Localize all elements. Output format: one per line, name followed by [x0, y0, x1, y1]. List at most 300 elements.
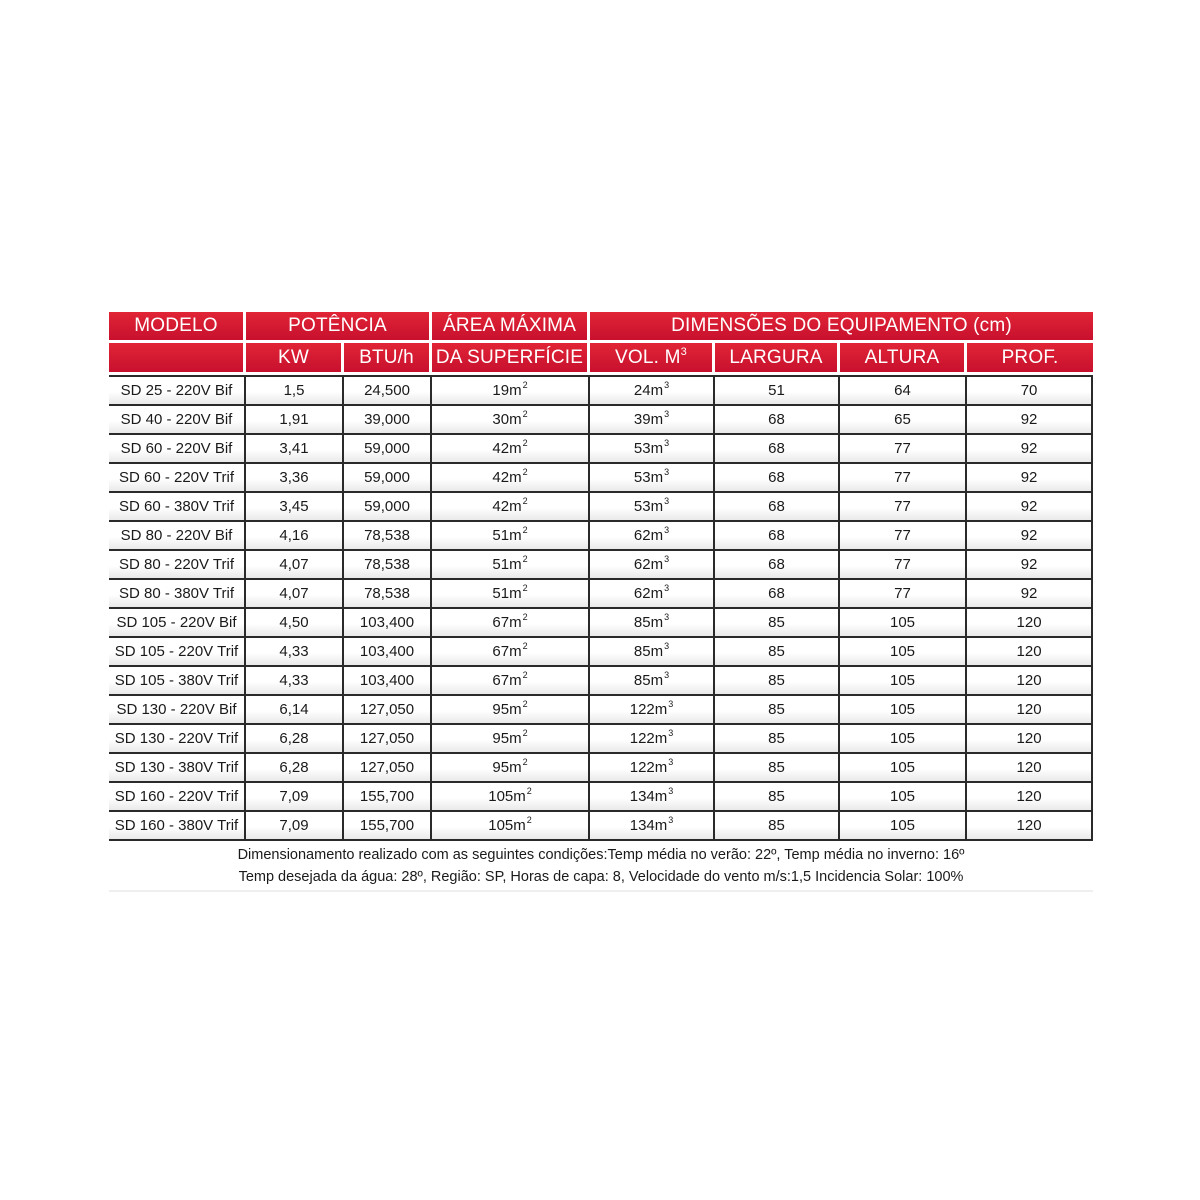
- cell-kw: [246, 551, 344, 580]
- cell-area-superscript: 2: [526, 815, 532, 825]
- table-row: [109, 696, 1093, 725]
- cell-prof-value: 92: [1020, 585, 1038, 602]
- cell-btu-value: 103,400: [359, 643, 415, 660]
- cell-kw: [246, 696, 344, 725]
- cell-area-value: 30m: [492, 411, 522, 428]
- cell-vol-value: 122m: [629, 730, 668, 747]
- cell-altura-value: 105: [890, 759, 916, 776]
- cell-area-value: 42m: [492, 469, 522, 486]
- cell-altura: [840, 638, 967, 667]
- cell-prof-value: 120: [1016, 643, 1042, 660]
- cell-vol-superscript: 3: [668, 728, 674, 738]
- cell-vol-value: 85m: [633, 672, 664, 689]
- cell-prof-value: 120: [1016, 788, 1042, 805]
- cell-kw-value: 3,45: [279, 498, 309, 515]
- cell-prof-value: 92: [1020, 440, 1038, 457]
- cell-kw-value: 4,33: [279, 643, 309, 660]
- cell-modelo-value: SD 60 - 220V Trif: [118, 469, 235, 486]
- cell-area-value: 67m: [492, 643, 522, 660]
- cell-prof: [967, 754, 1093, 783]
- cell-prof: [967, 696, 1093, 725]
- header-area-maxima: ÁREA MÁXIMA: [432, 312, 590, 343]
- cell-btu-value: 78,538: [364, 585, 410, 602]
- cell-prof-value: 92: [1020, 498, 1038, 515]
- cell-kw-value: 4,16: [279, 527, 309, 544]
- cell-prof: [967, 725, 1093, 754]
- cell-kw: [246, 493, 344, 522]
- cell-modelo-value: SD 130 - 380V Trif: [114, 759, 239, 776]
- cell-prof: [967, 609, 1093, 638]
- cell-vol-superscript: 3: [668, 815, 674, 825]
- cell-btu: [344, 812, 432, 841]
- cell-altura-value: 77: [894, 469, 911, 486]
- cell-kw-value: 4,07: [279, 556, 309, 573]
- cell-modelo-value: SD 80 - 220V Trif: [118, 556, 235, 573]
- cell-vol: [590, 435, 715, 464]
- table-row: [109, 375, 1093, 406]
- cell-area-value: 42m: [492, 498, 522, 515]
- cell-area-superscript: 2: [522, 612, 528, 622]
- cell-area-value: 51m: [492, 585, 522, 602]
- cell-kw: [246, 406, 344, 435]
- cell-area-value: 95m: [492, 759, 522, 776]
- cell-kw-value: 7,09: [279, 817, 309, 834]
- cell-modelo-value: SD 105 - 220V Bif: [116, 614, 237, 631]
- cell-area: [432, 638, 590, 667]
- cell-largura-value: 51: [768, 382, 785, 399]
- cell-kw: [246, 812, 344, 841]
- cell-largura: [715, 435, 840, 464]
- cell-area-value: 95m: [492, 701, 522, 718]
- cell-altura-value: 105: [890, 643, 916, 660]
- table-row: [109, 725, 1093, 754]
- cell-altura: [840, 609, 967, 638]
- cell-prof: [967, 580, 1093, 609]
- cell-vol: [590, 493, 715, 522]
- cell-btu: [344, 406, 432, 435]
- cell-vol: [590, 667, 715, 696]
- cell-largura: [715, 696, 840, 725]
- cell-btu-value: 127,050: [359, 701, 415, 718]
- cell-vol: [590, 783, 715, 812]
- cell-area-superscript: 2: [522, 525, 528, 535]
- cell-modelo-value: SD 80 - 220V Bif: [120, 527, 233, 544]
- cell-modelo-value: SD 60 - 380V Trif: [118, 498, 235, 515]
- cell-area: [432, 725, 590, 754]
- cell-kw-value: 3,36: [279, 469, 309, 486]
- cell-modelo-value: SD 60 - 220V Bif: [120, 440, 233, 457]
- cell-prof-value: 70: [1020, 382, 1038, 399]
- cell-area-superscript: 2: [526, 786, 532, 796]
- cell-modelo-value: SD 160 - 380V Trif: [114, 817, 239, 834]
- cell-altura-value: 77: [894, 585, 911, 602]
- cell-prof: [967, 406, 1093, 435]
- cell-kw-value: 7,09: [279, 788, 309, 805]
- table-row: [109, 406, 1093, 435]
- equipment-spec-table: [109, 312, 1093, 841]
- footnote: [109, 844, 1093, 892]
- cell-largura: [715, 551, 840, 580]
- cell-vol: [590, 754, 715, 783]
- cell-largura: [715, 725, 840, 754]
- cell-largura: [715, 783, 840, 812]
- cell-altura: [840, 580, 967, 609]
- table-row: [109, 783, 1093, 812]
- cell-altura: [840, 812, 967, 841]
- cell-modelo-value: SD 130 - 220V Bif: [116, 701, 237, 718]
- cell-prof-value: 92: [1020, 527, 1038, 544]
- cell-area-value: 105m: [488, 788, 526, 805]
- table-row: [109, 638, 1093, 667]
- cell-btu-value: 59,000: [364, 469, 410, 486]
- cell-prof: [967, 464, 1093, 493]
- table-row: [109, 812, 1093, 841]
- cell-vol-value: 53m: [633, 469, 664, 486]
- cell-modelo: [109, 580, 246, 609]
- cell-area-superscript: 2: [522, 670, 528, 680]
- cell-vol: [590, 551, 715, 580]
- cell-kw: [246, 783, 344, 812]
- cell-modelo: [109, 667, 246, 696]
- cell-vol: [590, 638, 715, 667]
- cell-altura: [840, 696, 967, 725]
- cell-modelo: [109, 406, 246, 435]
- cell-area: [432, 435, 590, 464]
- cell-area: [432, 493, 590, 522]
- cell-vol-value: 122m: [629, 759, 668, 776]
- cell-altura: [840, 522, 967, 551]
- cell-prof: [967, 375, 1093, 406]
- cell-vol-value: 62m: [633, 527, 664, 544]
- header-vol-label: VOL. M: [615, 346, 681, 368]
- cell-btu-value: 59,000: [364, 498, 410, 515]
- cell-altura: [840, 464, 967, 493]
- header-modelo: MODELO: [109, 312, 246, 343]
- cell-vol-value: 62m: [633, 556, 664, 573]
- cell-altura-value: 77: [894, 498, 911, 515]
- cell-area: [432, 375, 590, 406]
- cell-btu: [344, 754, 432, 783]
- cell-vol-value: 122m: [629, 701, 668, 718]
- table-row: [109, 580, 1093, 609]
- cell-modelo: [109, 464, 246, 493]
- cell-altura: [840, 783, 967, 812]
- cell-kw: [246, 435, 344, 464]
- cell-kw: [246, 522, 344, 551]
- cell-vol: [590, 696, 715, 725]
- cell-modelo-value: SD 105 - 380V Trif: [114, 672, 239, 689]
- cell-vol-value: 39m: [633, 411, 664, 428]
- header-vol-superscript: 3: [680, 345, 687, 358]
- cell-area-superscript: 2: [522, 438, 528, 448]
- cell-largura-value: 68: [768, 498, 785, 515]
- cell-altura: [840, 667, 967, 696]
- cell-prof: [967, 493, 1093, 522]
- cell-largura-value: 68: [768, 469, 785, 486]
- cell-altura-value: 105: [890, 614, 916, 631]
- cell-area-value: 51m: [492, 556, 522, 573]
- cell-vol: [590, 725, 715, 754]
- cell-largura-value: 85: [768, 788, 785, 805]
- cell-largura-value: 85: [768, 701, 785, 718]
- cell-prof-value: 120: [1016, 730, 1042, 747]
- cell-area-value: 67m: [492, 614, 522, 631]
- cell-vol-superscript: 3: [664, 496, 670, 506]
- cell-vol-superscript: 3: [668, 699, 674, 709]
- cell-area-value: 19m: [492, 382, 522, 399]
- cell-modelo-value: SD 80 - 380V Trif: [118, 585, 235, 602]
- cell-area: [432, 522, 590, 551]
- cell-vol-superscript: 3: [664, 525, 670, 535]
- cell-altura-value: 77: [894, 556, 911, 573]
- cell-altura-value: 77: [894, 440, 911, 457]
- cell-btu-value: 127,050: [359, 759, 415, 776]
- cell-largura: [715, 406, 840, 435]
- cell-altura-value: 77: [894, 527, 911, 544]
- cell-vol: [590, 464, 715, 493]
- cell-vol-value: 85m: [633, 643, 664, 660]
- cell-area-superscript: 2: [522, 380, 528, 390]
- cell-altura-value: 105: [890, 788, 916, 805]
- cell-largura-value: 85: [768, 614, 785, 631]
- cell-area-value: 105m: [488, 817, 526, 834]
- cell-btu-value: 155,700: [359, 817, 415, 834]
- cell-btu: [344, 667, 432, 696]
- cell-vol-superscript: 3: [664, 554, 670, 564]
- cell-prof-value: 120: [1016, 701, 1042, 718]
- cell-vol: [590, 580, 715, 609]
- cell-vol: [590, 522, 715, 551]
- cell-vol-value: 62m: [633, 585, 664, 602]
- cell-btu: [344, 493, 432, 522]
- cell-largura: [715, 580, 840, 609]
- cell-kw-value: 3,41: [279, 440, 309, 457]
- cell-largura-value: 85: [768, 643, 785, 660]
- cell-prof-value: 92: [1020, 411, 1038, 428]
- cell-altura: [840, 493, 967, 522]
- cell-vol-superscript: 3: [664, 380, 670, 390]
- header-prof: PROF.: [967, 343, 1093, 375]
- cell-area-superscript: 2: [522, 728, 528, 738]
- cell-modelo-value: SD 25 - 220V Bif: [120, 382, 233, 399]
- cell-area-superscript: 2: [522, 757, 528, 767]
- cell-prof-value: 120: [1016, 672, 1042, 689]
- cell-area-value: 95m: [492, 730, 522, 747]
- cell-btu-value: 103,400: [359, 672, 415, 689]
- cell-kw-value: 4,50: [279, 614, 309, 631]
- cell-btu-value: 59,000: [364, 440, 410, 457]
- cell-prof: [967, 522, 1093, 551]
- cell-area-superscript: 2: [522, 554, 528, 564]
- cell-modelo: [109, 754, 246, 783]
- cell-area-superscript: 2: [522, 583, 528, 593]
- cell-area-superscript: 2: [522, 641, 528, 651]
- cell-prof: [967, 638, 1093, 667]
- cell-vol-superscript: 3: [664, 467, 670, 477]
- table-row: [109, 522, 1093, 551]
- cell-altura: [840, 754, 967, 783]
- cell-vol-superscript: 3: [668, 757, 674, 767]
- cell-vol-superscript: 3: [664, 438, 670, 448]
- cell-modelo-value: SD 40 - 220V Bif: [120, 411, 233, 428]
- cell-area: [432, 609, 590, 638]
- cell-btu: [344, 638, 432, 667]
- cell-btu-value: 24,500: [364, 382, 410, 399]
- table-header: [109, 312, 1093, 375]
- cell-kw: [246, 464, 344, 493]
- cell-altura-value: 105: [890, 730, 916, 747]
- cell-area: [432, 406, 590, 435]
- cell-modelo: [109, 638, 246, 667]
- header-altura: ALTURA: [840, 343, 967, 375]
- cell-largura-value: 68: [768, 585, 785, 602]
- cell-vol: [590, 375, 715, 406]
- header-da-superficie: DA SUPERFÍCIE: [432, 343, 590, 375]
- cell-modelo: [109, 493, 246, 522]
- header-dimensoes: DIMENSÕES DO EQUIPAMENTO (cm): [590, 312, 1093, 343]
- cell-kw: [246, 609, 344, 638]
- cell-altura: [840, 375, 967, 406]
- cell-prof: [967, 812, 1093, 841]
- cell-kw: [246, 667, 344, 696]
- table-row: [109, 435, 1093, 464]
- cell-modelo: [109, 435, 246, 464]
- cell-btu: [344, 783, 432, 812]
- cell-btu: [344, 696, 432, 725]
- cell-altura-value: 105: [890, 701, 916, 718]
- cell-largura: [715, 754, 840, 783]
- cell-area: [432, 667, 590, 696]
- cell-altura-value: 105: [890, 672, 916, 689]
- cell-vol-superscript: 3: [668, 786, 674, 796]
- cell-modelo: [109, 783, 246, 812]
- cell-vol-value: 24m: [633, 382, 664, 399]
- cell-prof: [967, 435, 1093, 464]
- cell-btu: [344, 435, 432, 464]
- cell-btu-value: 78,538: [364, 527, 410, 544]
- cell-largura: [715, 375, 840, 406]
- cell-area: [432, 551, 590, 580]
- cell-area-value: 42m: [492, 440, 522, 457]
- cell-modelo-value: SD 105 - 220V Trif: [114, 643, 239, 660]
- footnote-line-1: Dimensionamento realizado com as seguintes condições:Temp média no verão: 22º, Temp média no inverno: 16º: [237, 847, 965, 863]
- cell-modelo: [109, 725, 246, 754]
- cell-largura-value: 68: [768, 411, 785, 428]
- cell-kw: [246, 375, 344, 406]
- cell-kw-value: 4,07: [279, 585, 309, 602]
- cell-vol-superscript: 3: [664, 641, 670, 651]
- cell-prof-value: 120: [1016, 759, 1042, 776]
- cell-area-superscript: 2: [522, 699, 528, 709]
- cell-kw-value: 6,28: [279, 759, 309, 776]
- cell-btu: [344, 464, 432, 493]
- cell-area-value: 51m: [492, 527, 522, 544]
- header-largura: LARGURA: [715, 343, 840, 375]
- table-row: [109, 754, 1093, 783]
- cell-largura: [715, 609, 840, 638]
- cell-prof-value: 92: [1020, 469, 1038, 486]
- cell-vol: [590, 609, 715, 638]
- cell-btu-value: 78,538: [364, 556, 410, 573]
- cell-modelo: [109, 375, 246, 406]
- cell-btu-value: 103,400: [359, 614, 415, 631]
- header-kw: KW: [246, 343, 344, 375]
- cell-vol-superscript: 3: [664, 670, 670, 680]
- cell-largura-value: 85: [768, 672, 785, 689]
- cell-vol-superscript: 3: [664, 612, 670, 622]
- cell-area: [432, 812, 590, 841]
- cell-prof-value: 120: [1016, 614, 1042, 631]
- cell-largura: [715, 464, 840, 493]
- cell-btu-value: 155,700: [359, 788, 415, 805]
- cell-area: [432, 754, 590, 783]
- table-row: [109, 551, 1093, 580]
- table-row: [109, 493, 1093, 522]
- cell-area-superscript: 2: [522, 467, 528, 477]
- cell-largura-value: 85: [768, 730, 785, 747]
- cell-altura: [840, 725, 967, 754]
- cell-altura: [840, 435, 967, 464]
- cell-kw: [246, 725, 344, 754]
- header-btu: BTU/h: [344, 343, 432, 375]
- cell-area-superscript: 2: [522, 409, 528, 419]
- table-row: [109, 667, 1093, 696]
- cell-btu: [344, 609, 432, 638]
- table-row: [109, 609, 1093, 638]
- cell-altura-value: 65: [894, 411, 911, 428]
- cell-modelo-value: SD 160 - 220V Trif: [114, 788, 239, 805]
- cell-vol: [590, 406, 715, 435]
- cell-prof-value: 120: [1016, 817, 1042, 834]
- cell-modelo: [109, 609, 246, 638]
- cell-largura: [715, 638, 840, 667]
- cell-vol-value: 85m: [633, 614, 664, 631]
- cell-largura-value: 68: [768, 527, 785, 544]
- cell-btu: [344, 522, 432, 551]
- cell-modelo: [109, 696, 246, 725]
- cell-vol-value: 134m: [629, 817, 668, 834]
- cell-prof: [967, 551, 1093, 580]
- cell-kw: [246, 580, 344, 609]
- cell-vol-superscript: 3: [664, 409, 670, 419]
- cell-area: [432, 580, 590, 609]
- cell-modelo-value: SD 130 - 220V Trif: [114, 730, 239, 747]
- cell-largura-value: 85: [768, 759, 785, 776]
- cell-vol-superscript: 3: [664, 583, 670, 593]
- cell-modelo: [109, 812, 246, 841]
- cell-prof: [967, 783, 1093, 812]
- cell-area: [432, 696, 590, 725]
- cell-kw-value: 1,5: [283, 382, 305, 399]
- cell-modelo: [109, 522, 246, 551]
- cell-largura-value: 68: [768, 440, 785, 457]
- cell-kw-value: 1,91: [279, 411, 309, 428]
- cell-largura-value: 85: [768, 817, 785, 834]
- cell-kw-value: 6,14: [279, 701, 309, 718]
- cell-vol-value: 53m: [633, 440, 664, 457]
- header-potencia: POTÊNCIA: [246, 312, 432, 343]
- cell-btu: [344, 551, 432, 580]
- cell-largura-value: 68: [768, 556, 785, 573]
- cell-vol-value: 53m: [633, 498, 664, 515]
- cell-altura-value: 64: [894, 382, 911, 399]
- cell-btu: [344, 580, 432, 609]
- cell-altura: [840, 406, 967, 435]
- cell-area-superscript: 2: [522, 496, 528, 506]
- cell-btu: [344, 375, 432, 406]
- cell-btu: [344, 725, 432, 754]
- header-modelo-blank: [109, 343, 246, 375]
